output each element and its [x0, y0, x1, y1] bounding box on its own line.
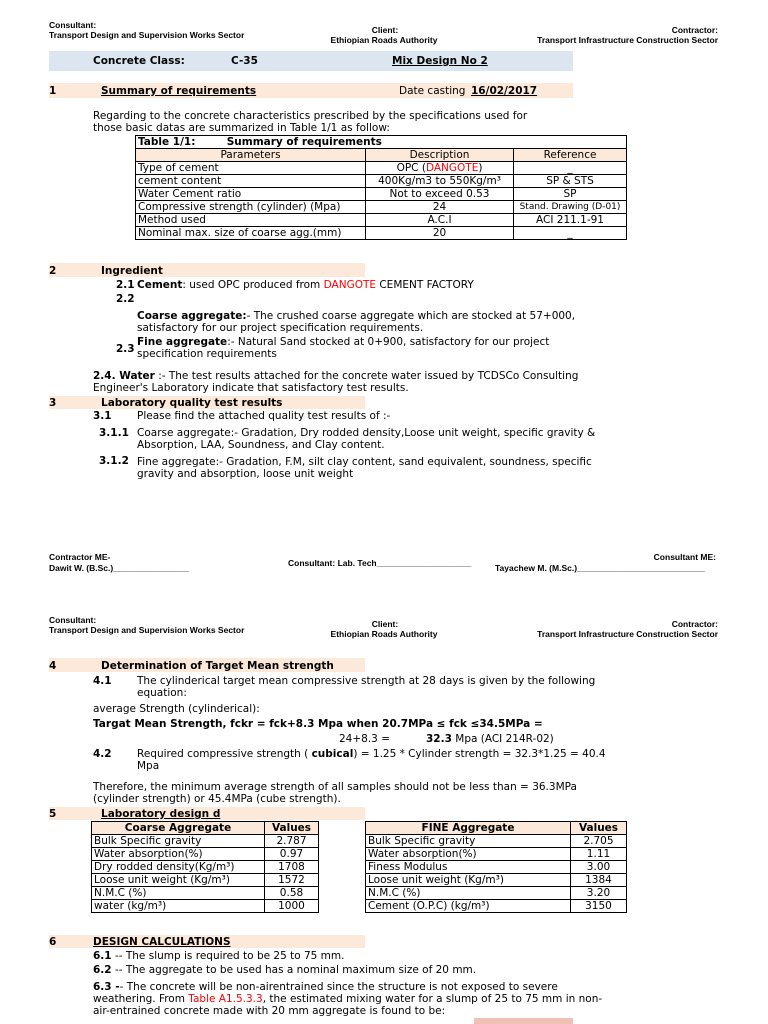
- table-caption-label: Table 1/1:: [138, 136, 196, 148]
- coarse-aggregate-table: Coarse Aggregate Values Bulk Specific gravity 2.787 Water absorption(%) 0.97 Dry rodded density(Kg/m³) 1708 Loose unit weight (Kg/m³) 1572 N.M.C (%) 0.58 water (kg/m³) 1000: [91, 821, 319, 913]
- contractor-block: [537, 25, 718, 45]
- table-row: Water absorption(%) 0.97: [92, 848, 319, 861]
- table-row: Dry rodded density(Kg/m³) 1708: [92, 861, 319, 874]
- col-header-parameters: Parameters: [136, 149, 366, 162]
- table-row: Loose unit weight (Kg/m³) 1384: [366, 874, 627, 887]
- cube-strength-line: Required compressive strength ( cubical) = 1.25 * Cylinder strength = 32.3*1.25 = 40.4: [137, 748, 606, 760]
- section2-number: 2: [49, 265, 57, 277]
- section6-number: 6: [49, 936, 57, 948]
- section5-number: 5: [49, 808, 57, 820]
- table-row: Bulk Specific gravity 2.705: [366, 835, 627, 848]
- table-row: Method used A.C.I ACI 211.1-91: [136, 214, 627, 227]
- aggregate-size-line: 6.2 -- The aggregate to be used has a nominal maximum size of 20 mm.: [93, 964, 477, 976]
- fine-aggregate-line: Fine aggregate:- Natural Sand stocked at 0+900, satisfactory for our project: [137, 336, 550, 348]
- cutoff-highlight: [474, 1018, 573, 1024]
- coarse-aggregate-line: Coarse aggregate:- The crushed coarse aggregate which are stocked at 57+000,: [137, 310, 576, 322]
- section2-bar: [49, 263, 365, 277]
- table-row: Cement (O.P.C) (kg/m³) 3150: [366, 900, 627, 913]
- table-row: Loose unit weight (Kg/m³) 1572: [92, 874, 319, 887]
- table-row: Bulk Specific gravity 2.787: [92, 835, 319, 848]
- intro-line-1: Regarding to the concrete characteristics prescribed by the specifications used for: [93, 110, 528, 122]
- intro-line-2: those basic datas are summarized in Table 1/1 as follow:: [93, 122, 390, 134]
- col-header-description: Description: [366, 149, 514, 162]
- section5-title: Laboratory design d: [101, 808, 221, 820]
- contractor-name: Transport Infrastructure Construction Sector: [537, 35, 718, 45]
- concrete-class-label: Concrete Class:: [93, 55, 185, 67]
- requirements-table: [135, 135, 627, 240]
- tayachew-signature: Tayachew M. (M.Sc.)___________________________: [495, 563, 705, 573]
- table-row: Finess Modulus 3.00: [366, 861, 627, 874]
- table-caption-title: Summary of requirements: [226, 136, 382, 148]
- table-row: Water Cement ratio Not to exceed 0.53 SP: [136, 188, 627, 201]
- table-row: Water absorption(%) 1.11: [366, 848, 627, 861]
- client-name: Ethiopian Roads Authority: [330, 35, 438, 45]
- concrete-class-value: C-35: [231, 55, 258, 67]
- lab-tech-signature: Consultant: Lab. Tech____________________: [288, 558, 472, 568]
- table-row: Type of cement OPC (DANGOTE) _: [136, 162, 627, 175]
- fine-aggregate-table: FINE Aggregate Values Bulk Specific gravity 2.705 Water absorption(%) 1.11 Finess Modulus 3.00 Loose unit weight (Kg/m³) 1384 N.M.C (%) 3.20 Cement (O.P.C) (kg/m³) 3150: [365, 821, 627, 913]
- target-mean-result: 32.3 Mpa (ACI 214R-02): [426, 733, 554, 745]
- consultant-block: [49, 20, 244, 40]
- table-row: N.M.C (%) 3.20: [366, 887, 627, 900]
- section3-number: 3: [49, 397, 57, 409]
- consultant-label: Consultant:: [49, 20, 97, 30]
- client-label: Client:: [371, 25, 399, 35]
- non-airentrained-line: 6.3 -- The concrete will be non-airentrained since the structure is not exposed to severe: [93, 981, 558, 993]
- table-row: Compressive strength (cylinder) (Mpa) 24 Stand. Drawing (D-01): [136, 201, 627, 214]
- section1-number: 1: [49, 85, 57, 97]
- section1-title: Summary of requirements: [101, 85, 257, 97]
- table-row: cement content 400Kg/m3 to 550Kg/m³ SP & STS: [136, 175, 627, 188]
- section3-title: Laboratory quality test results: [101, 397, 283, 409]
- consultant-me-label: Consultant ME:: [653, 552, 716, 562]
- date-casting-label: Date casting: [399, 85, 466, 97]
- section4-title: Determination of Target Mean strength: [101, 660, 334, 672]
- contractor-label: Contractor:: [671, 25, 718, 35]
- table-row: N.M.C (%) 0.58: [92, 887, 319, 900]
- date-casting-value: 16/02/2017: [471, 85, 538, 97]
- table-row: water (kg/m³) 1000: [92, 900, 319, 913]
- section6-title: DESIGN CALCULATIONS: [93, 936, 231, 948]
- section2-title: Ingredient: [101, 265, 163, 277]
- contractor-me-label: Contractor ME-: [49, 552, 111, 562]
- slump-line: 6.1 -- The slump is required to be 25 to 75 mm.: [93, 950, 345, 962]
- cement-line: Cement: used OPC produced from DANGOTE CEMENT FACTORY: [137, 279, 474, 291]
- col-header-reference: Reference: [514, 149, 627, 162]
- client-block-2: Client: Ethiopian Roads Authority: [330, 619, 438, 639]
- average-strength-label: average Strength (cylinderical):: [93, 703, 260, 715]
- dangote-highlight: DANGOTE: [425, 162, 479, 174]
- contractor-block-2: Contractor: Transport Infrastructure Construction Sector: [537, 619, 718, 639]
- table-row: Nominal max. size of coarse agg.(mm) 20 _: [136, 227, 627, 240]
- consultant-block-2: Consultant: Transport Design and Supervision Works Sector: [49, 615, 245, 635]
- consultant-name: Transport Design and Supervision Works Sector: [49, 30, 245, 40]
- section4-number: 4: [49, 660, 57, 672]
- client-block: [330, 25, 440, 45]
- water-line: 2.4. Water :- The test results attached for the concrete water issued by TCDSCo Consulting: [93, 370, 579, 382]
- mix-design-number: Mix Design No 2: [392, 55, 488, 67]
- target-mean-formula: Targat Mean Strength, fckr = fck+8.3 Mpa when 20.7MPa ≤ fck ≤34.5MPa =: [93, 718, 543, 730]
- contractor-me-name: Dawit W. (B.Sc.)________________: [49, 563, 189, 573]
